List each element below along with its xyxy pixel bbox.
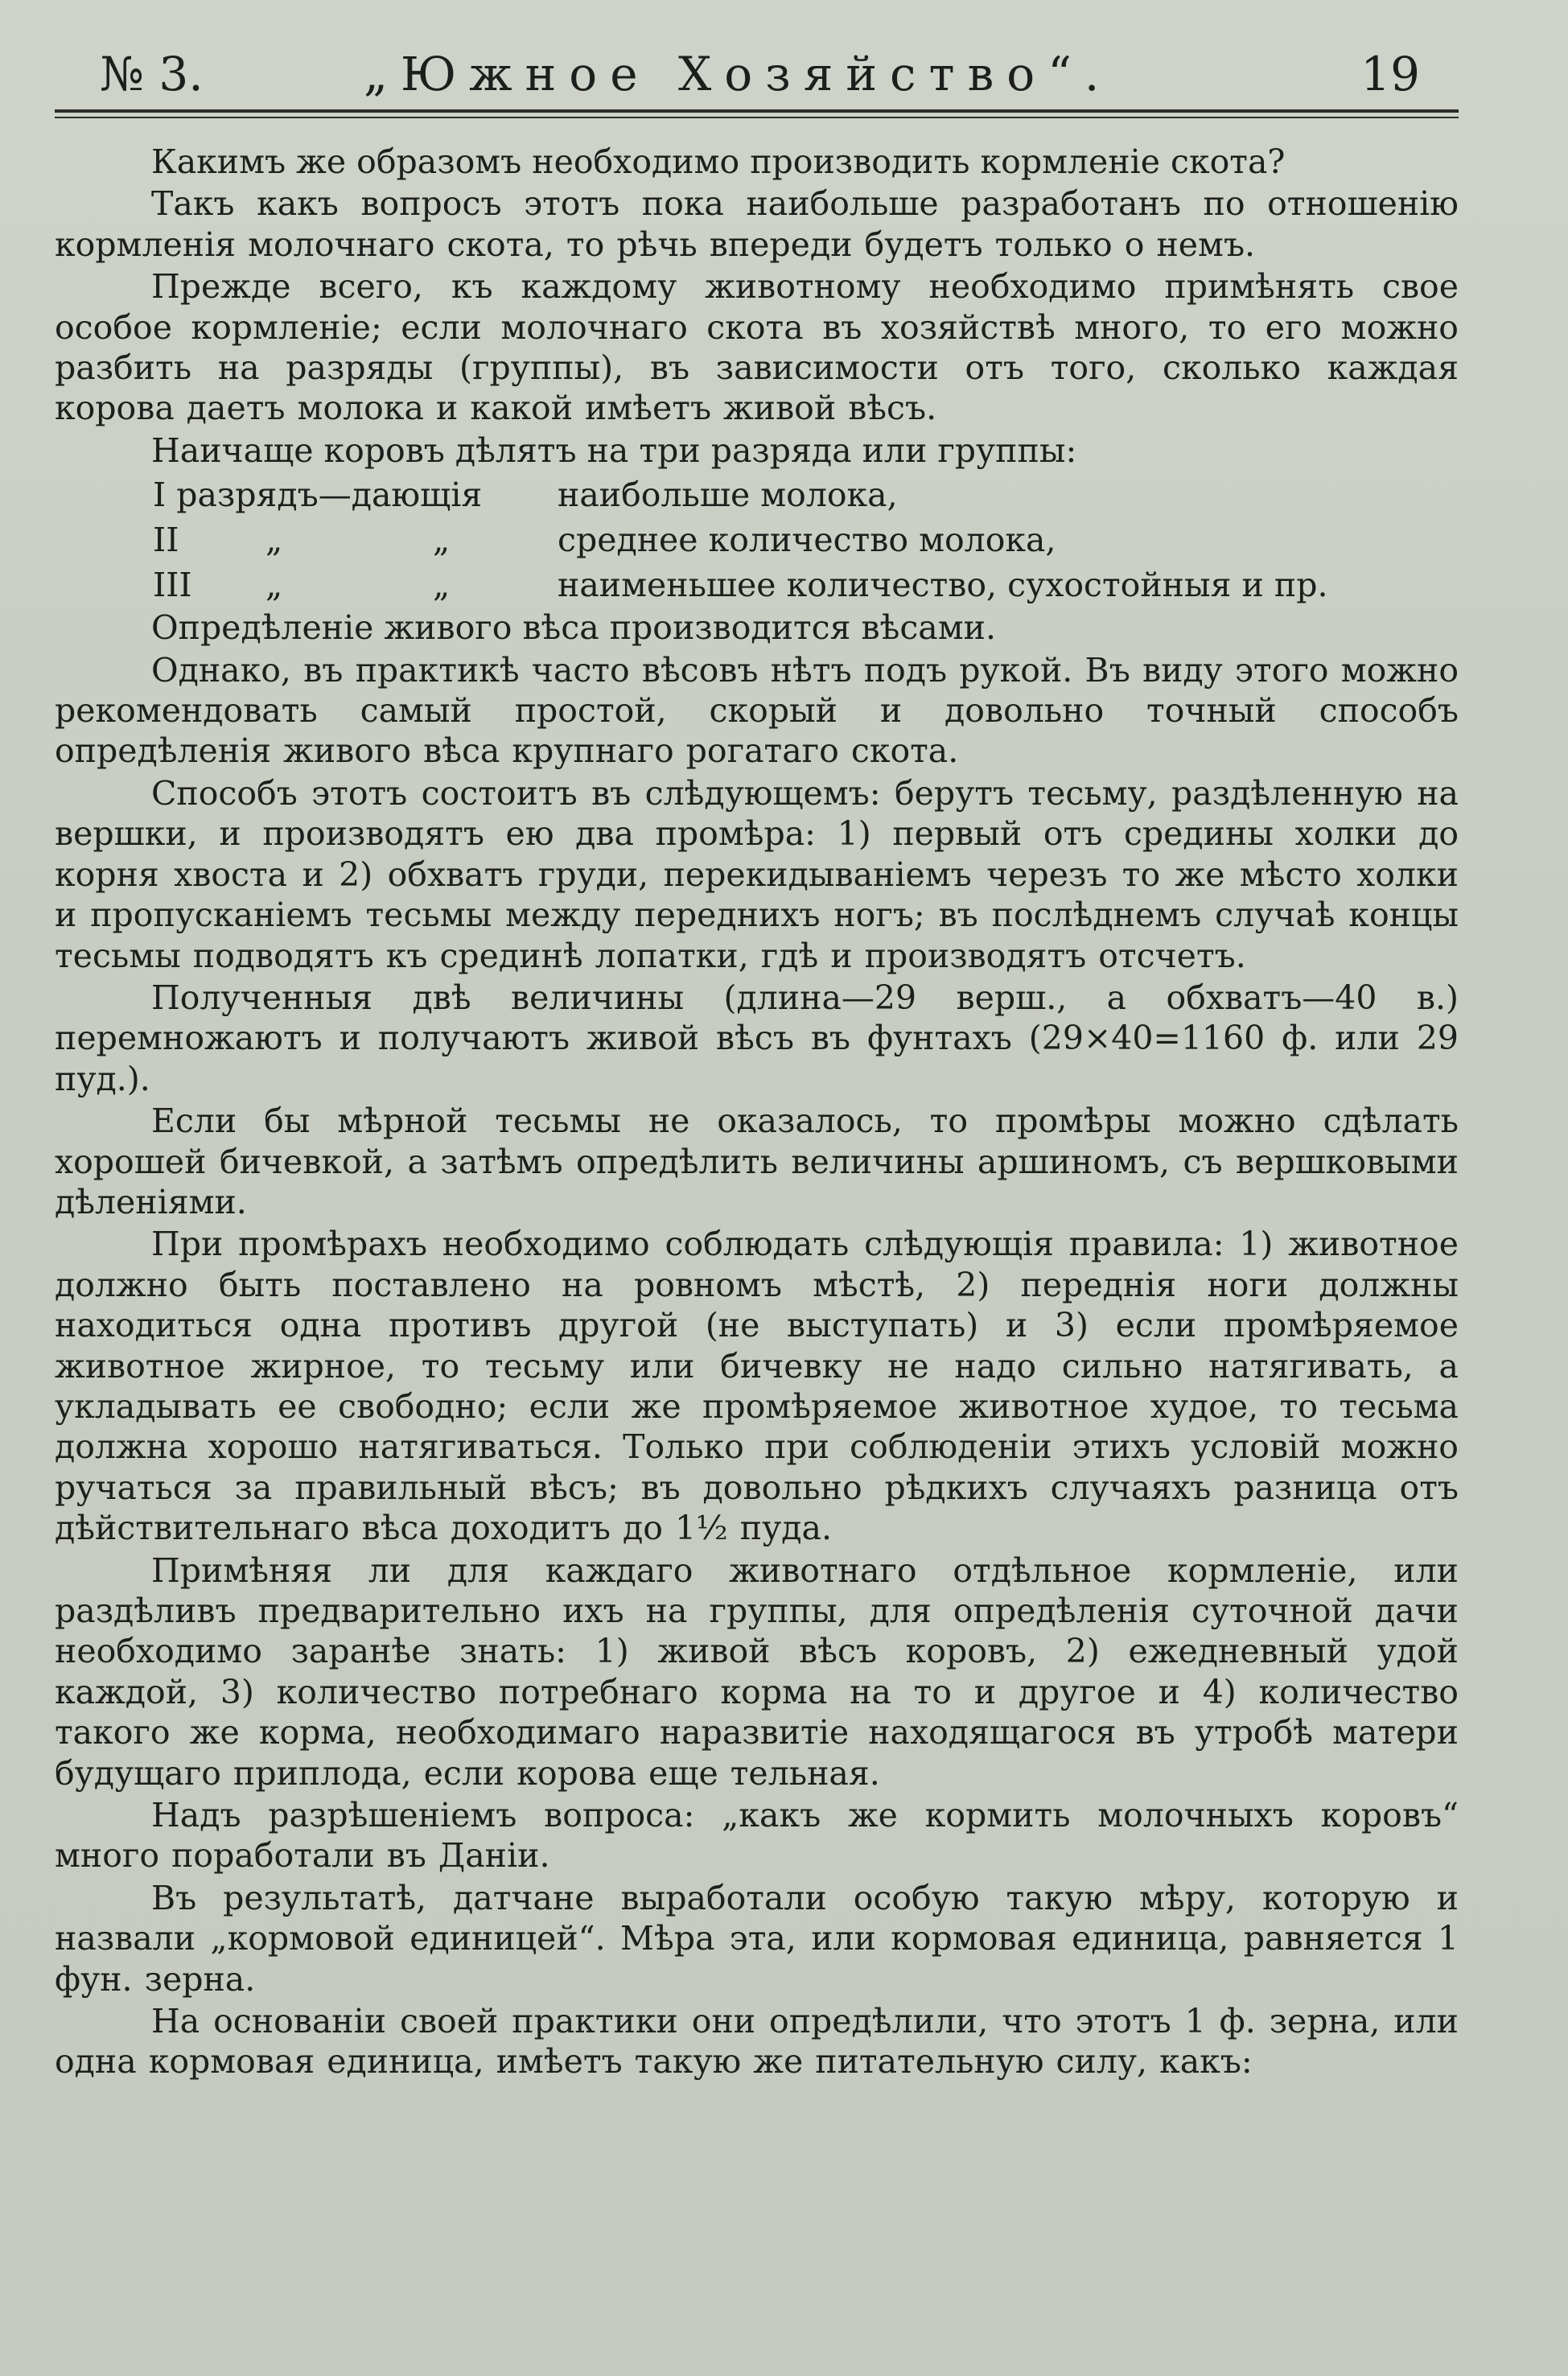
header-rule-thick: [55, 109, 1459, 113]
paragraph: На основаніи своей практики они опредѣлили, что этотъ 1 ф. зерна, или одна кормовая единица, имѣетъ такую же питательную силу, какъ:: [55, 2002, 1459, 2082]
paragraph: Однако, въ практикѣ часто вѣсовъ нѣтъ подъ рукой. Въ виду этого можно рекомендовать самый простой, скорый и довольно точный способъ опредѣленія живого вѣса крупнаго рогатаго скота.: [55, 650, 1459, 771]
running-header: [55, 42, 1459, 106]
issue-number: № 3.: [100, 47, 204, 101]
ditto-mark: „: [265, 521, 283, 560]
article-body: [55, 142, 1459, 2084]
paragraph: Такъ какъ вопросъ этотъ пока наибольше разработанъ по отношенію кормленія молочнаго скота, то рѣчь впереди будетъ только о немъ.: [55, 184, 1459, 264]
paragraph: Наичаще коровъ дѣлятъ на три разряда или группы:: [151, 430, 1077, 470]
paragraph: Если бы мѣрной тесьмы не оказалось, то промѣры можно сдѣлать хорошей бичевкой, а затѣмъ опредѣлить величины аршиномъ, съ вершковыми дѣленіями.: [55, 1102, 1459, 1221]
group-description: наименьшее количество, сухостойныя и пр.: [558, 566, 1328, 605]
group-row: [55, 517, 1459, 562]
header-rule-thin: [55, 117, 1459, 118]
ditto-mark: „: [433, 566, 451, 605]
paragraph: Надъ разрѣшеніемъ вопроса: „какъ же кормить молочныхъ коровъ“ много поработали въ Даніи.: [55, 1796, 1459, 1876]
paragraph: Примѣняя ли для каждаго животнаго отдѣльное кормленіе, или раздѣливъ предварительно ихъ на группы, для опредѣленія суточной дачи необходимо заранѣе знать: 1) живой вѣсъ коровъ, 2) ежедневный удой каждой, 3) количество потребнаго корма на то и другое и 4) количество такого же корма, необходимаго наразвитіе находящагося въ утробѣ матери будущаго приплода, если корова еще тельная.: [55, 1550, 1459, 1793]
paragraph: При промѣрахъ необходимо соблюдать слѣдующія правила: 1) животное должно быть поставлено на ровномъ мѣстѣ, 2) переднія ноги должны находиться одна противъ другой (не выступать) и 3) если промѣряемое животное жирное, то тесьму или бичевку не надо сильно натягивать, а укладывать ее свободно; если же промѣряемое животное худое, то тесьма должна хорошо натягиваться. Только при соблюденіи этихъ условій можно ручаться за правильный вѣсъ; въ довольно рѣдкихъ случаяхъ разница отъ дѣйствительнаго вѣса доходитъ до 1½ пуда.: [55, 1225, 1459, 1548]
group-row: [55, 472, 1459, 517]
page-number: 19: [1360, 47, 1420, 101]
paragraph: Въ результатѣ, датчане выработали особую такую мѣру, которую и назвали „кормовой единицей“. Мѣра эта, или кормовая единица, равняется 1 фун. зерна.: [55, 1878, 1459, 1999]
paragraph: Прежде всего, къ каждому животному необходимо примѣнять свое особое кормленіе; если молочнаго скота въ хозяйствѣ много, то его можно разбить на разряды (группы), въ зависимости отъ того, сколько каждая корова даетъ молока и какой имѣетъ живой вѣсъ.: [55, 267, 1459, 428]
group-number: II: [153, 521, 179, 560]
group-description: наибольше молока,: [558, 476, 898, 515]
paragraph: Какимъ же образомъ необходимо производить кормленіе скота?: [151, 142, 1286, 181]
group-row: [55, 562, 1459, 607]
group-number: III: [153, 566, 192, 605]
paragraph: Полученныя двѣ величины (длина—29 верш., а обхватъ—40 в.) перемножаютъ и получаютъ живой вѣсъ въ фунтахъ (29×40=1160 ф. или 29 пуд.).: [55, 978, 1459, 1098]
group-description: среднее количество молока,: [558, 521, 1056, 560]
ditto-mark: „: [265, 566, 283, 605]
group-number: I разрядъ—дающія: [153, 476, 483, 515]
ditto-mark: „: [433, 521, 451, 560]
paragraph: Способъ этотъ состоитъ въ слѣдующемъ: берутъ тесьму, раздѣленную на вершки, и производятъ ею два промѣра: 1) первый отъ средины холки до корня хвоста и 2) обхватъ груди, перекидываніемъ черезъ то же мѣсто холки и пропусканіемъ тесьмы между переднихъ ногъ; въ послѣднемъ случаѣ концы тесьмы подводятъ къ срединѣ лопатки, гдѣ и производятъ отсчетъ.: [55, 773, 1459, 975]
journal-title: „Южное Хозяйство“.: [364, 47, 1113, 101]
paragraph: Опредѣленіе живого вѣса производится вѣсами.: [151, 608, 997, 648]
